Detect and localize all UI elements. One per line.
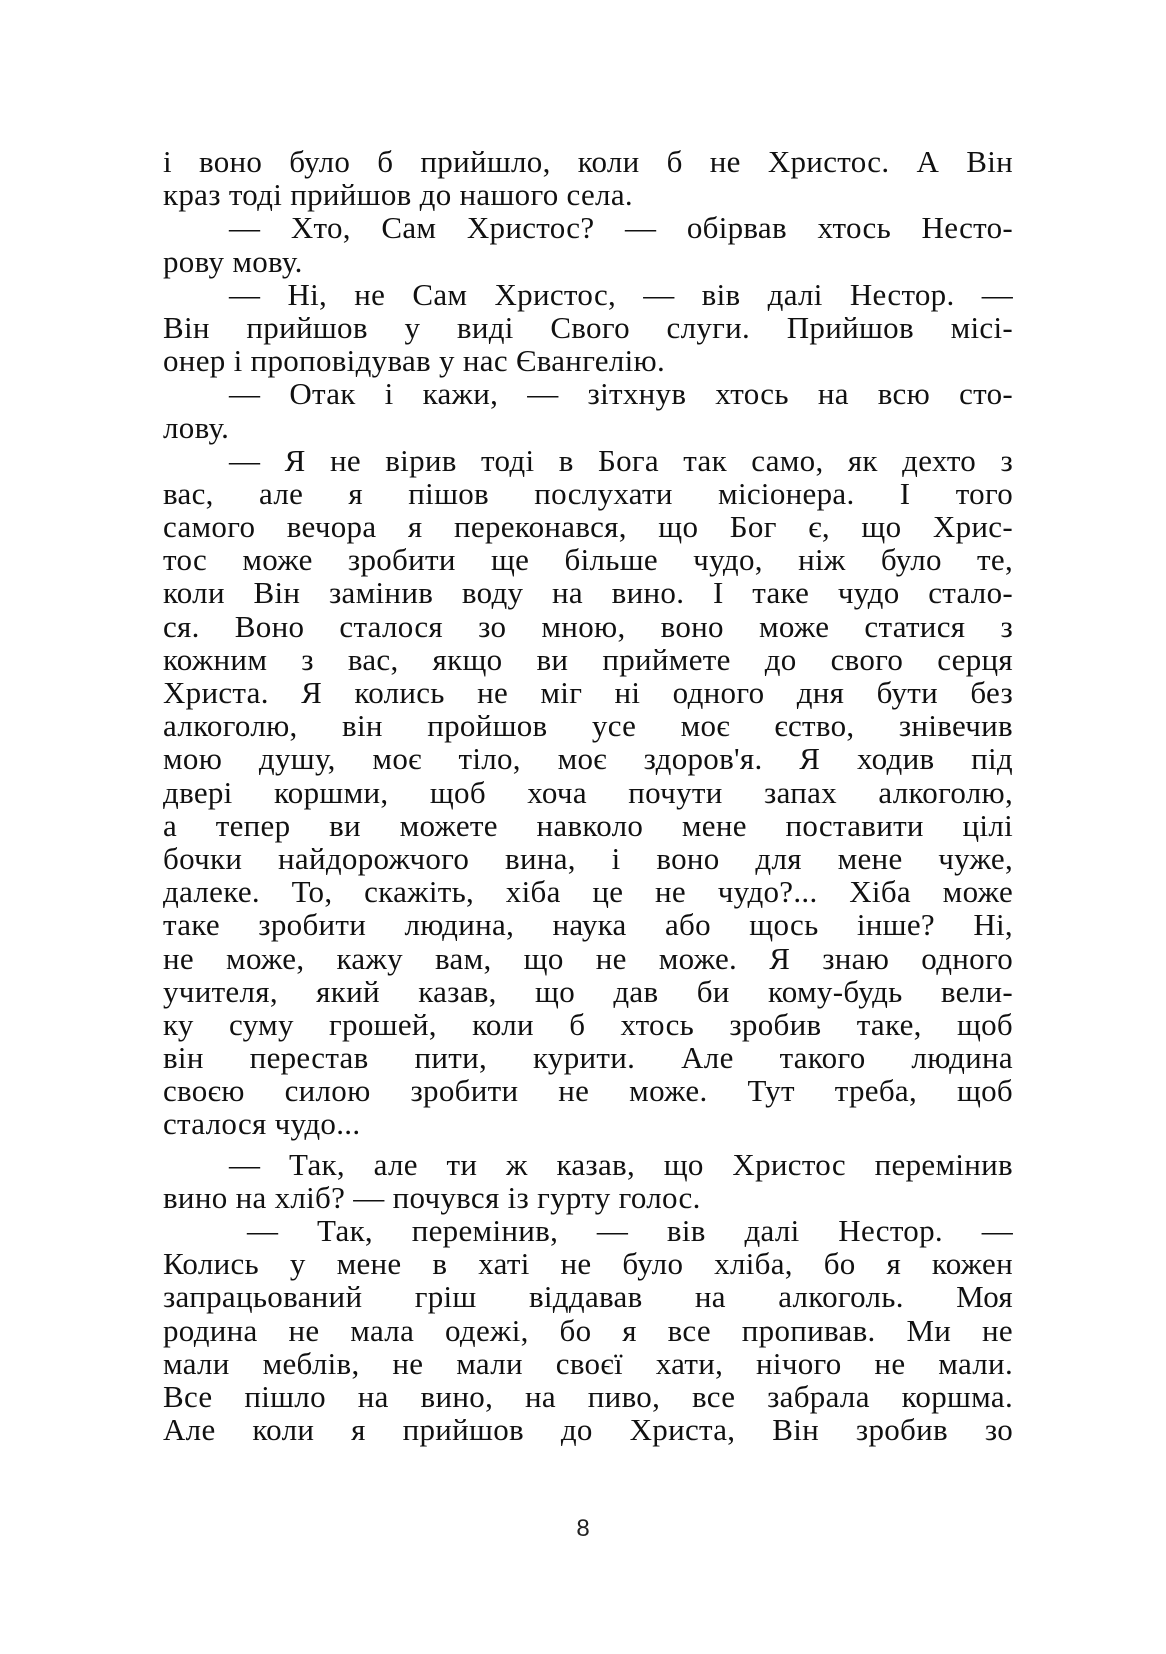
text-line: Але коли я прийшов до Христа, Він зробив зо — [163, 1412, 1013, 1448]
text-line: алкоголю, він пройшов усе моє єство, знівечив — [163, 708, 1013, 744]
text-line: мали меблів, не мали своєї хати, нічого не мали. — [163, 1345, 1013, 1381]
text-line: бочки найдорожчого вина, і воно для мене чуже, — [163, 840, 1013, 876]
text-line: онер і проповідував у нас Євангелію. — [163, 343, 666, 379]
text-line: таке зробити людина, наука або щось інше? Ні, — [163, 907, 1013, 943]
text-line: — Я не вірив тоді в Бога так само, як дехто з — [229, 442, 1013, 478]
text-line: — Ні, не Сам Христос, — вів далі Нестор. — — [229, 276, 1013, 312]
text-line: запрацьований гріш віддавав на алкоголь. Моя — [163, 1279, 1013, 1315]
text-line: самого вечора я переконався, що Бог є, що Хрис- — [163, 509, 1013, 545]
text-line: лову. — [163, 409, 230, 445]
text-line: двері коршми, щоб хоча почути запах алкоголю, — [163, 774, 1013, 810]
text-line: ся. Воно сталося зо мною, воно може статися з — [163, 608, 1013, 644]
text-line: — Отак і кажи, — зітхнув хтось на всю сто- — [229, 376, 1013, 412]
text-line: тос може зробити ще більше чудо, ніж було те, — [163, 542, 1013, 578]
text-line: родина не мала одежі, бо я все пропивав. Ми не — [163, 1312, 1013, 1348]
text-line: Він прийшов у виді Свого слуги. Прийшов місі- — [163, 309, 1013, 345]
text-line: Колись у мене в хаті не було хліба, бо я кожен — [163, 1246, 1013, 1282]
text-line: сталося чудо... — [163, 1106, 361, 1142]
page-number: 8 — [576, 1515, 590, 1542]
text-line: Все пішло на вино, на пиво, все забрала коршма. — [163, 1378, 1013, 1414]
text-line: і воно було б прийшло, коли б не Христос. А Він — [163, 144, 1013, 179]
text-line: кожним з вас, якщо ви приймете до свого серця — [163, 641, 1013, 677]
text-line: а тепер ви можете навколо мене поставити цілі — [163, 807, 1013, 843]
text-line: — Хто, Сам Христос? — обірвав хтось Несто- — [229, 210, 1013, 246]
text-line: коли Він замінив воду на вино. І таке чудо стало- — [163, 575, 1013, 611]
text-line: — Так, але ти ж казав, що Христос перемінив — [229, 1146, 1013, 1182]
body-text — [163, 145, 1013, 1446]
text-line: не може, кажу вам, що не може. Я знаю одного — [163, 940, 1013, 976]
text-line: краз тоді прийшов до нашого села. — [163, 177, 633, 213]
text-line: далеке. То, скажіть, хіба це не чудо?... Хіба може — [163, 874, 1013, 910]
text-line: рову мову. — [163, 243, 303, 279]
text-line: — Так, перемінив, — вів далі Нестор. — — [247, 1213, 1013, 1248]
text-line: своєю силою зробити не може. Тут треба, щоб — [163, 1073, 1013, 1109]
text-line: Христа. Я колись не міг ні одного дня бути без — [163, 675, 1013, 710]
text-line: вино на хліб? — почувся із гурту голос. — [163, 1179, 701, 1215]
text-line: ку суму грошей, коли б хтось зробив таке, щоб — [163, 1006, 1013, 1042]
text-line: мою душу, моє тіло, моє здоров'я. Я ходив під — [163, 741, 1013, 777]
text-line: він перестав пити, курити. Але такого людина — [163, 1040, 1013, 1076]
text-line: учителя, який казав, що дав би кому-будь вели- — [163, 973, 1013, 1009]
text-line: вас, але я пішов послухати місіонера. І того — [163, 475, 1013, 511]
